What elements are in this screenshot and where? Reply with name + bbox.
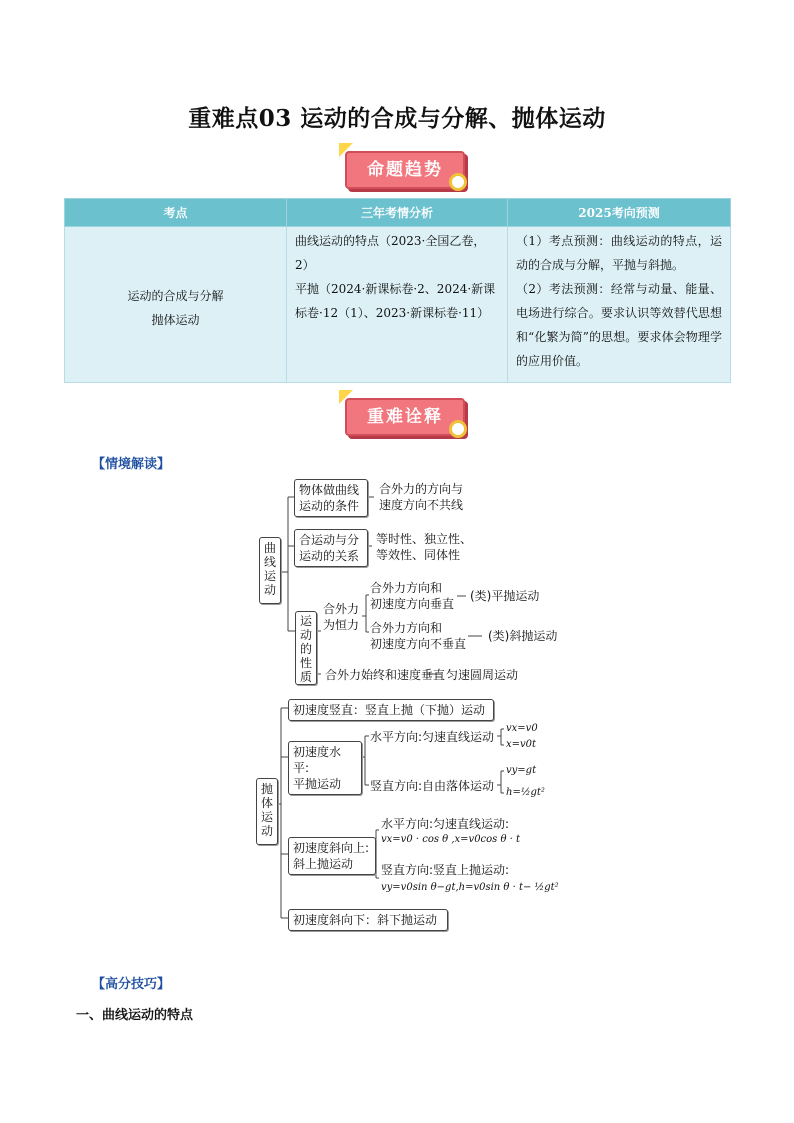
header-analysis: 三年考情分析 <box>287 199 508 227</box>
page-title: 重难点03 运动的合成与分解、抛体运动 <box>188 105 606 132</box>
section-situation: 【情境解读】 <box>92 457 171 472</box>
constant-force-label: 合外力 为恒力 <box>323 602 360 632</box>
relation-box: 合运动与分 运动的关系 <box>294 529 368 567</box>
condition-text: 合外力的方向与 速度方向不共线 <box>379 482 464 512</box>
vertical-launch-box: 初速度竖直：竖直上抛（下抛）运动 <box>288 699 494 721</box>
downward-launch-box: 初速度斜向下：斜下抛运动 <box>288 909 448 931</box>
section-tips: 【高分技巧】 <box>92 977 171 992</box>
header-forecast: 2025考向预测 <box>508 199 731 227</box>
upward-vertical-formula: vy=v0sin θ−gt,h=v0sin θ · t− ½gt² <box>381 882 559 893</box>
always-perpendicular-result: 匀速圆周运动 <box>446 668 519 682</box>
relation-text: 等时性、独立性、 等效性、同体性 <box>376 532 473 562</box>
explain-badge: 重难诠释 <box>339 390 469 438</box>
horizontal-direction-text: 水平方向:匀速直线运动 <box>370 730 495 744</box>
nature-box: 运 动 的 性 质 <box>295 611 317 685</box>
formula-h: h=½gt² <box>506 787 545 798</box>
cell-topic: 运动的合成与分解 抛体运动 <box>65 227 287 383</box>
perpendicular-result: (类)平抛运动 <box>470 589 540 603</box>
formula-vy: vy=gt <box>506 765 537 776</box>
header-topic: 考点 <box>65 199 287 227</box>
formula-vx: vx=v0 <box>506 723 538 734</box>
cell-analysis: 曲线运动的特点（2023·全国乙卷，2） 平抛（2024·新课标卷·2、2024·新课标卷·12（1）、2023·新课标卷·11） <box>287 227 508 383</box>
cell-forecast: （1）考点预测：曲线运动的特点，运动的合成与分解，平抛与斜抛。 （2）考法预测：经常与动量、能量、电场进行综合。要求认识等效替代思想和“化繁为简”的思想。要求体会物理学的应用价值。 <box>508 227 731 383</box>
non-perpendicular-result: (类)斜抛运动 <box>488 629 558 643</box>
upward-vertical-text: 竖直方向:竖直上抛运动: <box>381 863 510 877</box>
upward-horizontal-formula: vx=v0 · cos θ ,x=v0cos θ · t <box>381 834 521 845</box>
formula-x: x=v0t <box>506 739 537 750</box>
projectile-root: 抛 体 运 动 <box>256 778 278 845</box>
always-perpendicular-text: 合外力始终和速度垂直 <box>325 668 446 682</box>
perpendicular-text: 合外力方向和 初速度方向垂直 <box>370 581 455 611</box>
heading-curve-features: 一、曲线运动的特点 <box>76 1008 194 1023</box>
upward-horizontal-text: 水平方向:匀速直线运动: <box>381 817 510 831</box>
condition-box: 物体做曲线 运动的条件 <box>294 479 368 517</box>
vertical-direction-text: 竖直方向:自由落体运动 <box>370 779 495 793</box>
curve-motion-root: 曲 线 运 动 <box>259 537 281 604</box>
trend-badge: 命题趋势 <box>339 143 469 191</box>
upward-launch-box: 初速度斜向上: 斜上抛运动 <box>288 837 376 875</box>
horizontal-launch-box: 初速度水平: 平抛运动 <box>288 741 362 795</box>
non-perpendicular-text: 合外力方向和 初速度方向不垂直 <box>370 621 467 651</box>
